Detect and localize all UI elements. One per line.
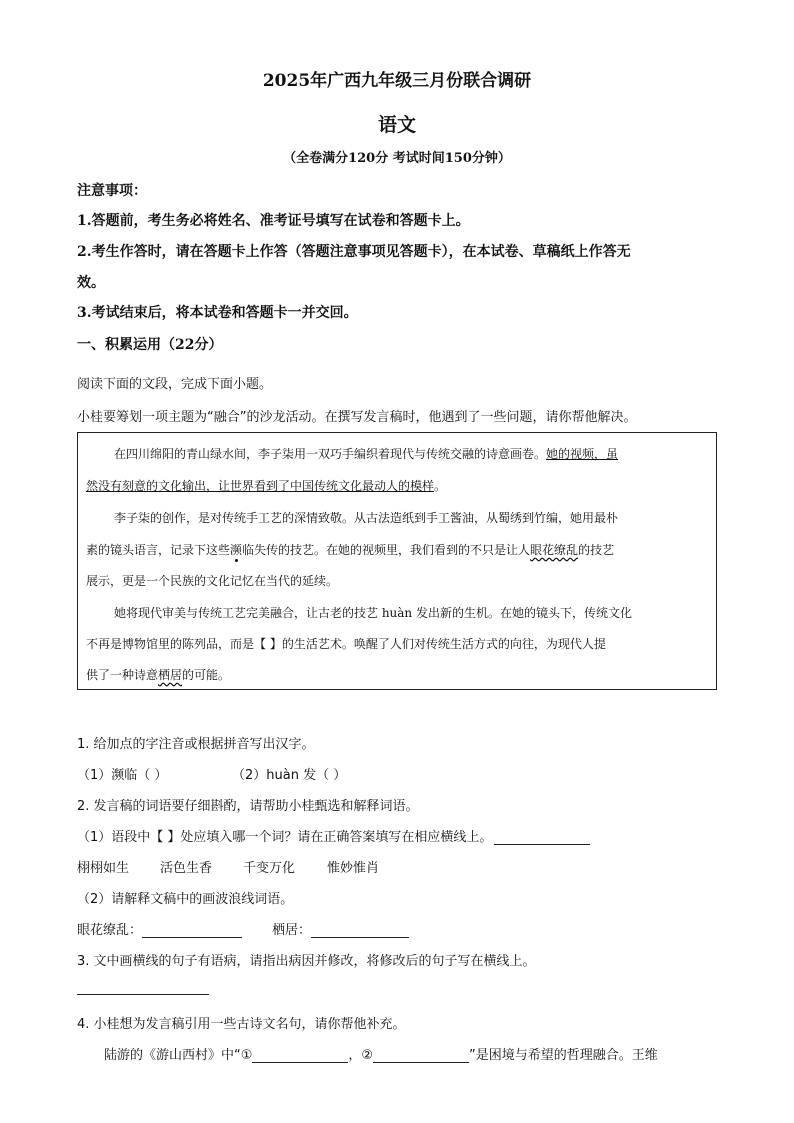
passage-text: 在四川绵阳的青山绿水间，李子柒用一双巧手编织着现代与传统交融的诗意画卷。 [114,447,547,461]
section-context: 小桂要筹划一项主题为“融合”的沙龙活动。在撰写发言稿时，他遇到了一些问题，请你帮他解决。 [77,410,637,425]
answer-blank[interactable] [373,1048,469,1063]
question-2-part-1 [77,826,590,845]
term-1-row [77,919,242,938]
option-4: 惟妙惟肖 [327,861,380,876]
note-item-1: 1.答题前，考生务必将姓名、准考证号填写在试卷和答题卡上。 [77,213,470,229]
term-label: 栖居： [272,923,312,938]
wavy-underlined-term: 眼花缭乱 [530,543,579,557]
underlined-sentence: 然没有刻意的文化输出，让世界看到了中国传统文化最动人的模样 [86,479,435,493]
answer-blank[interactable] [311,923,409,938]
question-text: 陆游的《游山西村》中“① [104,1048,253,1063]
option-2: 活色生香 [160,861,213,876]
term-2-row [272,919,409,938]
wavy-underlined-term: 栖居 [158,668,183,682]
passage-line: 她将现代审美与传统工艺完美融合，让古老的技艺 huàn 发出新的生机。在她的镜头下，传统文化 [114,606,632,620]
term-label: 眼花缭乱： [77,923,143,938]
passage-text: 的技艺 [578,543,615,557]
question-2: 2. 发言稿的词语要仔细斟酌，请帮助小桂甄选和解释词语。 [77,799,419,814]
dotted-character: 濒 [230,543,243,557]
question-4-line [104,1044,658,1063]
exam-meta: （全卷满分120分 考试时间150分钟） [283,151,511,166]
answer-blank[interactable] [252,1048,348,1063]
question-4: 4. 小桂想为发言稿引用一些古诗文名句，请你帮他补充。 [77,1017,406,1032]
question-1-part-2: （2）huàn 发（ ） [232,768,347,783]
question-1-part-1: （1）濒临（ ） [77,768,168,783]
answer-blank[interactable] [494,830,590,845]
option-1: 栩栩如生 [77,861,130,876]
passage-line: 不再是博物馆里的陈列品，而是【 】的生活艺术。唤醒了人们对传统生活方式的向往，为现代人提 [86,637,606,651]
option-3: 千变万化 [243,861,296,876]
subject-title: 语文 [377,114,416,136]
question-text: ”是困境与希望的哲理融合。王维 [469,1048,658,1063]
passage-line: 李子柒的创作，是对传统手工艺的深情致敬。从古法造纸到手工酱油，从蜀绣到竹编，她用最朴 [114,511,619,525]
passage-line [114,445,618,462]
passage-text: 临失传的技艺。在她的视频里，我们看到的不只是让人 [242,543,531,557]
passage-line: 展示，更是一个民族的文化记忆在当代的延续。 [86,574,339,588]
section-heading: 一、积累运用（22分） [77,337,223,353]
note-item-2-cont: 效。 [77,275,105,291]
question-text: ，② [348,1048,374,1063]
passage-line [86,477,446,494]
notes-heading: 注意事项： [77,183,147,199]
passage-text: 供了一种诗意 [86,668,159,682]
answer-blank[interactable] [142,923,242,938]
question-3: 3. 文中画横线的句子有语病，请指出病因并修改，将修改后的句子写在横线上。 [77,954,536,969]
passage-text: 素的镜头语言，记录下这些 [86,543,231,557]
underlined-sentence: 她的视频，虽 [546,447,619,461]
question-1: 1. 给加点的字注音或根据拼音写出汉字。 [77,737,315,752]
answer-line[interactable] [77,994,209,995]
section-intro: 阅读下面的文段，完成下面小题。 [77,377,273,392]
question-2-part-2: （2）请解释文稿中的画波浪线词语。 [77,892,294,907]
note-item-2: 2.考生作答时，请在答题卡上作答（答题注意事项见答题卡），在本试卷、草稿纸上作答无 [77,244,631,260]
question-text: （1）语段中【 】处应填入哪一个词？请在正确答案填写在相应横线上。 [77,830,493,845]
passage-text: 的可能。 [182,668,231,682]
passage-line [86,666,230,683]
note-item-3: 3.考试结束后，将本试卷和答题卡一并交回。 [77,305,358,321]
exam-title: 2025年广西九年级三月份联合调研 [262,71,532,91]
passage-text: 。 [434,479,447,493]
passage-line [86,541,614,558]
